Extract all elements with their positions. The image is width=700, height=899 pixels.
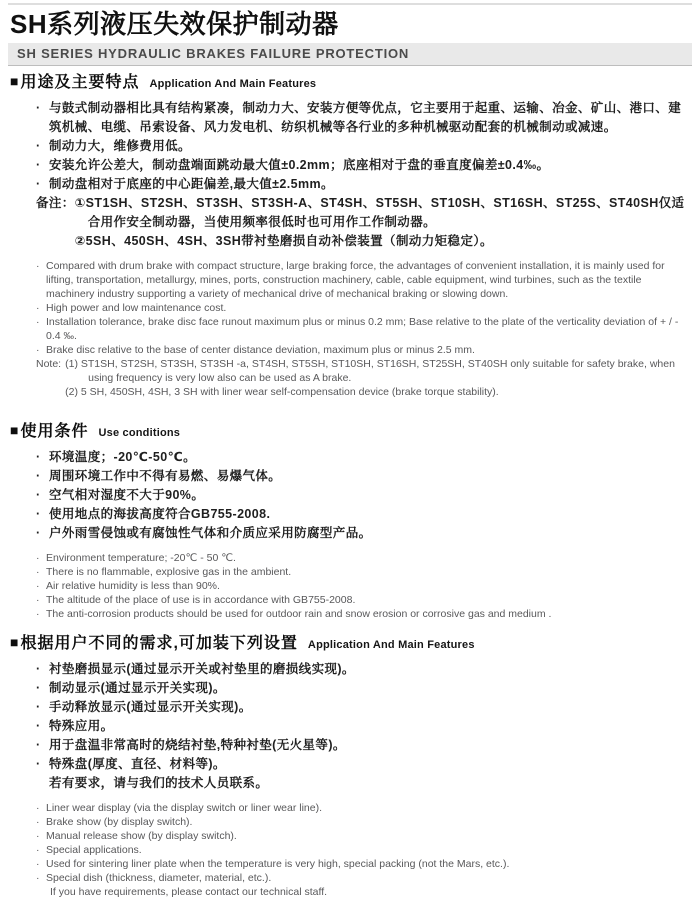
- list-item-text: 制动盘相对于底座的中心距偏差,最大值±2.5mm。: [49, 177, 334, 191]
- list-item-text: Air relative humidity is less than 90%.: [46, 580, 220, 592]
- list-item: [36, 579, 686, 593]
- bullet-icon: ·: [36, 681, 41, 695]
- list-item: [36, 871, 686, 885]
- bullet-list-en: [36, 801, 686, 899]
- list-item: [36, 137, 686, 156]
- bullet-icon: ·: [36, 469, 41, 483]
- content-section: [0, 421, 700, 621]
- list-item-text: 衬垫磨损显示(通过显示开关或衬垫里的磨损线实现)。: [49, 662, 355, 676]
- list-item: [36, 593, 686, 607]
- list-item-text: The altitude of the place of use is in accordance with GB755-2008.: [46, 594, 356, 606]
- list-item: [36, 315, 686, 343]
- bullet-list-zh: [36, 99, 686, 194]
- bullet-icon: ·: [36, 816, 40, 828]
- list-item: [36, 551, 686, 565]
- section-heading-zh: 使用条件: [20, 423, 89, 440]
- bullet-icon: ·: [36, 757, 41, 771]
- page-title: SH系列液压失效保护制动器: [10, 9, 339, 39]
- bullet-icon: ·: [36, 101, 41, 115]
- list-item: [36, 505, 686, 524]
- list-item-text: High power and low maintenance cost.: [46, 302, 227, 314]
- list-item-text: Compared with drum brake with compact structure, large braking force, the advantages of convenient installation, it is mainly used for lifting, transportation, metallurgy, mines, ports, construction machinery, cable, cable equipment, wind turbines, such as the textile machinery industry supporting a variety of mechanical drive of mechanical braking or slowing down.: [46, 260, 665, 300]
- list-item: [36, 857, 686, 871]
- bullet-icon: ·: [36, 662, 41, 676]
- list-item-text: Special applications.: [46, 844, 142, 856]
- note-label: 备注：: [36, 196, 75, 210]
- section-marker-icon: ■: [10, 634, 19, 650]
- list-item: [36, 99, 686, 137]
- list-item-text: Liner wear display (via the display switch or liner wear line).: [46, 802, 323, 814]
- list-item: [36, 698, 686, 717]
- list-item: [36, 467, 686, 486]
- subtitle-banner: [8, 43, 692, 66]
- bullet-icon: ·: [36, 302, 40, 314]
- bullet-icon: ·: [36, 344, 40, 356]
- list-item-text: 与鼓式制动器相比具有结构紧凑，制动力大、安装方便等优点，它主要用于起重、运输、冶金、矿山、港口、建筑机械、电缆、吊索设备、风力发电机、纺织机械等各行业的多种机械驱动配套的机械制动或减速。: [49, 101, 682, 134]
- list-item: [36, 843, 686, 857]
- note-label: Note:: [36, 358, 62, 370]
- section-heading-zh: 用途及主要特点: [20, 74, 140, 91]
- section-heading: [10, 633, 692, 655]
- section-heading-en: Application And Main Features: [307, 639, 475, 651]
- subtitle-banner-text: SH SERIES HYDRAULIC BRAKES FAILURE PROTECTION: [17, 46, 410, 61]
- bullet-icon: ·: [36, 566, 40, 578]
- list-item-text: 制动力大，维修费用低。: [49, 139, 191, 153]
- list-item-text: 空气相对湿度不大于90%。: [49, 488, 205, 502]
- bullet-icon: ·: [36, 316, 40, 328]
- content-section: [0, 72, 700, 399]
- list-item: [36, 565, 686, 579]
- list-item: [36, 486, 686, 505]
- bullet-icon: ·: [36, 488, 41, 502]
- note-item: (2) 5 SH, 450SH, 4SH, 3 SH with liner wear self-compensation device (brake torque stability).: [65, 386, 499, 398]
- bullet-icon: ·: [36, 594, 40, 606]
- english-block: [0, 801, 700, 899]
- bullet-icon: ·: [36, 158, 41, 172]
- list-item-text: 使用地点的海拔高度符合GB755-2008.: [49, 507, 271, 521]
- bullet-list-zh: [36, 448, 686, 543]
- list-item: [36, 829, 686, 843]
- list-item: [36, 524, 686, 543]
- section-heading-zh: 根据用户不同的需求,可加装下列设置: [20, 635, 298, 652]
- bullet-icon: ·: [36, 700, 41, 714]
- list-item: [36, 679, 686, 698]
- list-item-text: 特殊盘(厚度、直径、材料等)。: [49, 757, 226, 771]
- note-block: [36, 357, 686, 399]
- list-footer-line: 若有要求，请与我们的技术人员联系。: [49, 776, 269, 790]
- list-item: [36, 607, 686, 621]
- bullet-list-en: [36, 551, 686, 621]
- list-item-text: Installation tolerance, brake disc face runout maximum plus or minus 0.2 mm; Base relative to the plate of the verticality deviation of + / - 0.4 ‰.: [46, 316, 679, 342]
- bullet-icon: ·: [36, 552, 40, 564]
- list-item-text: 周围环境工作中不得有易燃、易爆气体。: [49, 469, 282, 483]
- bullet-list-zh: [36, 660, 686, 793]
- bullet-icon: ·: [36, 450, 41, 464]
- section-heading-en: Use conditions: [98, 427, 181, 439]
- list-item: [36, 259, 686, 301]
- bullet-icon: ·: [36, 738, 41, 752]
- list-item-text: Special dish (thickness, diameter, material, etc.).: [46, 872, 272, 884]
- note-items: [65, 357, 686, 399]
- section-marker-icon: ■: [10, 73, 19, 89]
- list-item: [36, 717, 686, 736]
- bullet-list-en: [36, 259, 686, 357]
- section-marker-icon: ■: [10, 422, 19, 438]
- list-item-text: The anti-corrosion products should be used for outdoor rain and snow erosion or corrosive gas and medium .: [46, 608, 552, 620]
- note-item: (1) ST1SH, ST2SH, ST3SH, ST3SH -a, ST4SH, ST5SH, ST10SH, ST16SH, ST25SH, ST40SH only suitable for safety brake, when using frequency is very low also can be used as A brake.: [65, 358, 675, 384]
- bullet-icon: ·: [36, 844, 40, 856]
- note-items: [75, 194, 686, 251]
- list-item-text: There is no flammable, explosive gas in the ambient.: [46, 566, 292, 578]
- list-item-text: Manual release show (by display switch).: [46, 830, 237, 842]
- list-item-text: 制动显示(通过显示开关实现)。: [49, 681, 226, 695]
- list-item: [36, 660, 686, 679]
- bullet-icon: ·: [36, 260, 40, 272]
- list-item-text: Brake disc relative to the base of center distance deviation, maximum plus or minus 2.5 mm.: [46, 344, 475, 356]
- list-item: [36, 755, 686, 774]
- bullet-icon: ·: [36, 139, 41, 153]
- list-item: [36, 301, 686, 315]
- note-block: [36, 194, 686, 251]
- bullet-icon: ·: [36, 580, 40, 592]
- list-item-text: 户外雨雪侵蚀或有腐蚀性气体和介质应采用防腐型产品。: [49, 526, 372, 540]
- list-item-text: 手动释放显示(通过显示开关实现)。: [49, 700, 252, 714]
- list-item: [36, 175, 686, 194]
- section-heading: [10, 421, 692, 443]
- bullet-icon: ·: [36, 858, 40, 870]
- english-block: [0, 259, 700, 399]
- bullet-icon: ·: [36, 802, 40, 814]
- list-item: [36, 156, 686, 175]
- section-heading: [10, 72, 692, 94]
- bullet-icon: ·: [36, 830, 40, 842]
- list-item-text: 特殊应用。: [49, 719, 114, 733]
- english-block: [0, 551, 700, 621]
- top-divider: [8, 3, 692, 5]
- list-item: [36, 343, 686, 357]
- bullet-icon: ·: [36, 608, 40, 620]
- bullet-icon: ·: [36, 872, 40, 884]
- bullet-icon: ·: [36, 177, 41, 191]
- list-item-text: Brake show (by display switch).: [46, 816, 193, 828]
- content-section: [0, 633, 700, 899]
- note-item: ①ST1SH、ST2SH、ST3SH、ST3SH-A、ST4SH、ST5SH、ST10SH、ST16SH、ST25S、ST40SH仅适合用作安全制动器，当使用频率很低时也可用作工作制动器。: [74, 196, 685, 229]
- list-item: [36, 801, 686, 815]
- list-item-text: Environment temperature; -20℃ - 50 ℃.: [46, 552, 236, 564]
- list-item-text: 环境温度；-20℃-50℃。: [49, 450, 197, 464]
- bullet-icon: ·: [36, 526, 41, 540]
- list-footer-line: If you have requirements, please contact our technical staff.: [50, 886, 328, 898]
- section-heading-en: Application And Main Features: [149, 78, 317, 90]
- note-item: ②5SH、450SH、4SH、3SH带衬垫磨损自动补偿装置（制动力矩稳定）。: [74, 234, 493, 248]
- bullet-icon: ·: [36, 719, 41, 733]
- list-item-text: 用于盘温非常高时的烧结衬垫,特种衬垫(无火星等)。: [49, 738, 346, 752]
- sections-container: [0, 72, 700, 899]
- list-item-text: 安装允许公差大，制动盘端面跳动最大值±0.2mm；底座相对于盘的垂直度偏差±0.4‰。: [49, 158, 550, 172]
- list-item-text: Used for sintering liner plate when the temperature is very high, special packing (not the Mars, etc.).: [46, 858, 510, 870]
- bullet-icon: ·: [36, 507, 41, 521]
- list-item: [36, 736, 686, 755]
- list-item: [36, 815, 686, 829]
- list-item: [36, 448, 686, 467]
- catalog-page: [0, 3, 700, 898]
